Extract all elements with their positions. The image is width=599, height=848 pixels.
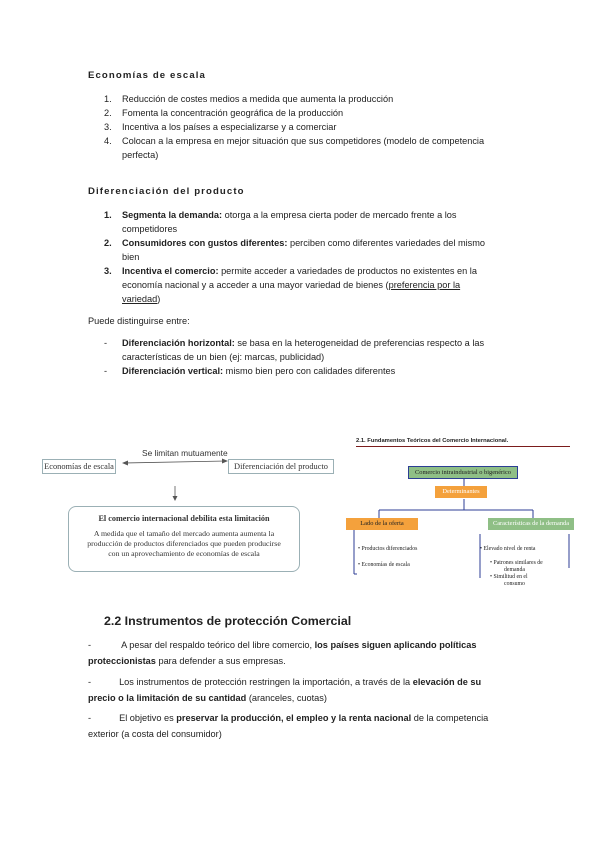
right-item: consumo (504, 581, 525, 587)
list-item: 2. Consumidores con gustos diferentes: perciben como diferentes variedades del mismo bien (104, 238, 486, 262)
left-item: • Economías de escala (358, 562, 410, 568)
right-item: • Patrones similares de (490, 560, 543, 566)
list-item: 1. Reducción de costes medios a medida que aumenta la producción (104, 94, 394, 104)
intro-text: Puede distinguirse entre: (88, 316, 190, 326)
list-economias (104, 92, 524, 162)
arrow-label: Se limitan mutuamente (142, 448, 228, 458)
paragraph-3: - El objetivo es preservar la producción, el empleo y la renta nacional de la competencia exterior (a costa del consumidor) (88, 713, 489, 739)
diagram-lines (340, 438, 576, 594)
box-economias: Economías de escala (42, 459, 116, 474)
heading-2-2: 2.2 Instrumentos de protección Comercial (104, 614, 352, 628)
list-item: 3. Incentiva el comercio: permite acceder a variedades de productos no existentes en la economía nacional y a acceder a una mayor variedad de bienes (preferencia por la variedad) (104, 266, 477, 304)
diagram-fundamentos (340, 438, 576, 594)
link-preferencia[interactable]: preferencia por la (388, 280, 461, 290)
right-item: demanda (504, 567, 525, 573)
right-item: • Similitud en el (490, 574, 528, 580)
list-item: 3. Incentiva a los países a especializarse y a comerciar (104, 122, 337, 132)
list-item: 2. Fomenta la concentración geográfica de la producción (104, 108, 344, 118)
box-comercio-intraindustrial: Comercio intraindustrial o bigenérico (408, 466, 518, 479)
box-oferta: Lado de la oferta (346, 518, 418, 530)
list-diferenciacion (104, 208, 524, 306)
heading-diferenciacion: Diferenciación del producto (88, 186, 245, 197)
list-item: 1. Segmenta la demanda: otorga a la empresa cierta poder de mercado frente a los competidores (104, 210, 457, 234)
diagram-title: 2.1. Fundamentos Teóricos del Comercio Internacional. (356, 438, 509, 444)
box-comercio-internacional: El comercio internacional debilita esta limitación A medida que el tamaño del mercado aumenta aumenta la producción de productos diferenciados que pueden producirse con un aprovechamiento de economías de escala (68, 506, 300, 572)
paragraph-1: - A pesar del respaldo teórico del libre comercio, los países siguen aplicando políticas proteccionistas para defender a sus empresas. (88, 640, 477, 666)
box-demanda: Características de la demanda (488, 518, 574, 530)
box-diferenciacion: Diferenciación del producto (228, 459, 334, 474)
left-item: • Productos diferenciados (358, 546, 418, 552)
bullet-vertical: - Diferenciación vertical: mismo bien pero con calidades diferentes (104, 366, 396, 376)
list-item: 4. Colocan a la empresa en mejor situación que sus competidores (modelo de competencia perfecta) (104, 136, 485, 160)
paragraph-2: - Los instrumentos de protección restringen la importación, a través de la elevación de su precio o la limitación de su cantidad (aranceles, cuotas) (88, 677, 482, 703)
heading-economias: Economías de escala (88, 70, 206, 81)
right-item: • Elevado nivel de renta (480, 546, 536, 552)
box-determinantes: Determinantes (435, 486, 487, 498)
diagram-limitacion (38, 448, 338, 578)
bullet-horizontal: - Diferenciación horizontal: se basa en la heterogeneidad de preferencias respecto a las características de un bien (ej: marcas, publicidad) (104, 338, 485, 362)
